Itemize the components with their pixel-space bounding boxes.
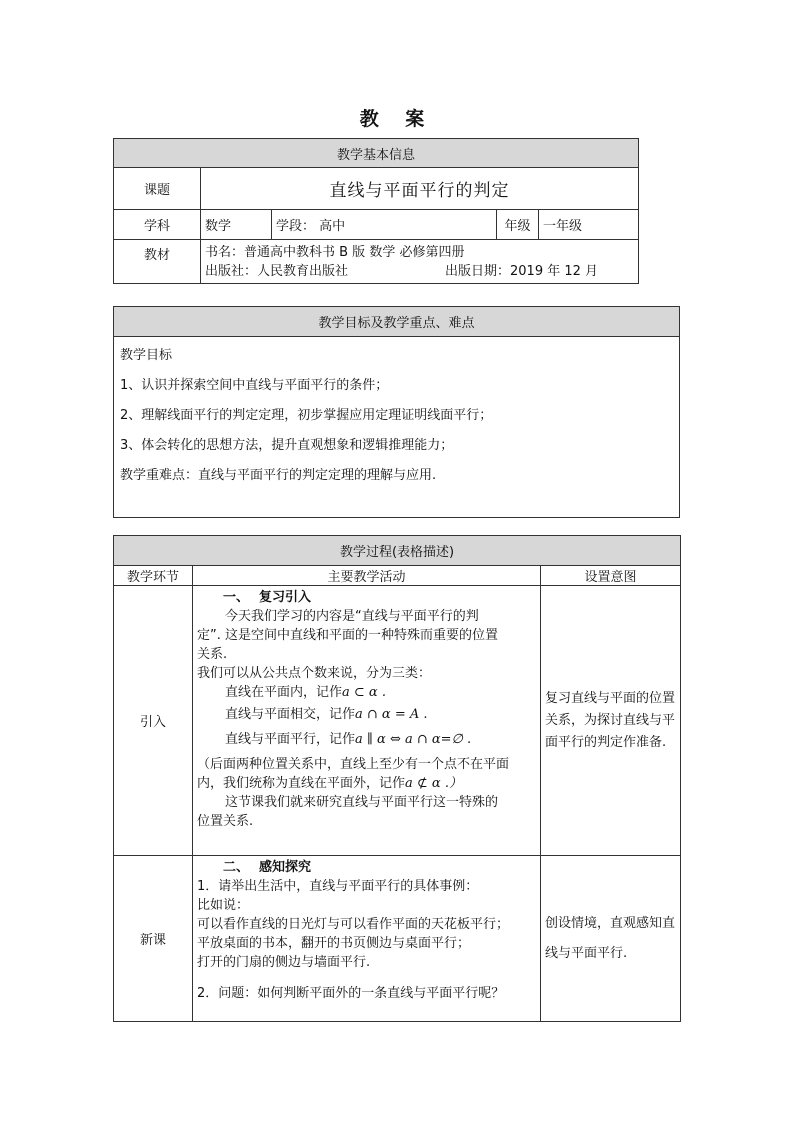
publisher-row (205, 262, 638, 281)
topic-label: 课题 (114, 168, 201, 210)
page-title: 教 案 (359, 108, 435, 130)
intro-line-parallel: 直线与平面平行，记作a ∥ α ⇔ a ∩ α=∅ . (225, 732, 472, 747)
intent-new: 创设情境，直观感知直线与平面平行. (541, 856, 681, 1022)
stage-new: 新课 (114, 856, 193, 1022)
stage-label: 学段： 高中 (272, 210, 497, 240)
grade-value: 一年级 (539, 210, 639, 240)
subject-label: 学科 (114, 210, 201, 240)
activity-intro (193, 586, 541, 856)
new-line-3: 可以看作直线的日光灯与可以看作平面的天花板平行； (197, 917, 510, 932)
intro-line-1: 今天我们学习的内容是“直线与平面平行的判 (225, 609, 479, 624)
intro-line-6: 这节课我们就来研究直线与平面平行这一特殊的 (225, 795, 499, 810)
pub-date: 出版日期：2019 年 12 月 (445, 263, 599, 279)
intro-line-7: 位置关系. (197, 814, 254, 829)
new-line-1: 1．请举出生活中，直线与平面平行的具体事例： (197, 879, 479, 894)
process-table (113, 535, 681, 1022)
intro-line-outside: 内，我们统称为直线在平面外，记作a ⊄ α .） (197, 776, 462, 791)
grade-label: 年级 (497, 210, 539, 240)
topic-value: 直线与平面平行的判定 (201, 168, 639, 210)
basic-info-header: 教学基本信息 (114, 139, 639, 168)
new-heading: 二、 感知探究 (223, 860, 312, 875)
col-intent-header: 设置意图 (541, 566, 681, 586)
intro-line-intersect: 直线与平面相交，记作a ∩ α = A . (225, 707, 428, 722)
objectives-table (113, 306, 680, 518)
publisher-line: 出版社：人民教育出版社 (205, 263, 349, 279)
intro-line-in-plane: 直线在平面内，记作a ⊂ α . (225, 685, 386, 700)
new-line-5: 打开的门扇的侧边与墙面平行. (197, 955, 371, 970)
intro-line-3: 关系. (197, 647, 228, 662)
key-difficulty: 教学重难点：直线与平面平行的判定定理的理解与应用. (120, 468, 437, 483)
col-stage-header: 教学环节 (114, 566, 193, 586)
objective-2: 2、理解线面平行的判定定理，初步掌握应用定理证明线面平行； (120, 408, 493, 423)
stage-intro: 引入 (114, 586, 193, 856)
intro-heading: 一、 复习引入 (223, 590, 312, 605)
basic-info-table (113, 138, 639, 284)
new-line-2: 比如说： (197, 898, 250, 913)
textbook-label: 教材 (114, 240, 201, 284)
objectives-body (114, 337, 680, 518)
intro-line-2: 定”. 这是空间中直线和平面的一种特殊而重要的位置 (197, 628, 498, 643)
subject-value: 数学 (201, 210, 272, 240)
intro-line-4: 我们可以从公共点个数来说，分为三类： (197, 666, 432, 681)
col-activity-header: 主要教学活动 (193, 566, 541, 586)
new-line-6: 2．问题：如何判断平面外的一条直线与平面平行呢？ (197, 986, 505, 1001)
textbook-info (201, 240, 639, 284)
objectives-title: 教学目标 (120, 348, 173, 363)
objective-1: 1、认识并探索空间中直线与平面平行的条件； (120, 378, 389, 393)
new-line-4: 平放桌面的书本，翻开的书页侧边与桌面平行； (197, 936, 471, 951)
objective-3: 3、体会转化的思想方法，提升直观想象和逻辑推理能力； (120, 438, 454, 453)
process-header: 教学过程(表格描述) (114, 536, 681, 566)
intent-intro: 复习直线与平面的位置关系，为探讨直线与平面平行的判定作准备. (541, 586, 681, 856)
activity-new (193, 856, 541, 1022)
book-line: 书名：普通高中教科书 B 版 数学 必修第四册 (205, 244, 465, 260)
objectives-header: 教学目标及教学重点、难点 (114, 307, 680, 337)
intro-line-5: （后面两种位置关系中，直线上至少有一个点不在平面 (197, 757, 510, 772)
